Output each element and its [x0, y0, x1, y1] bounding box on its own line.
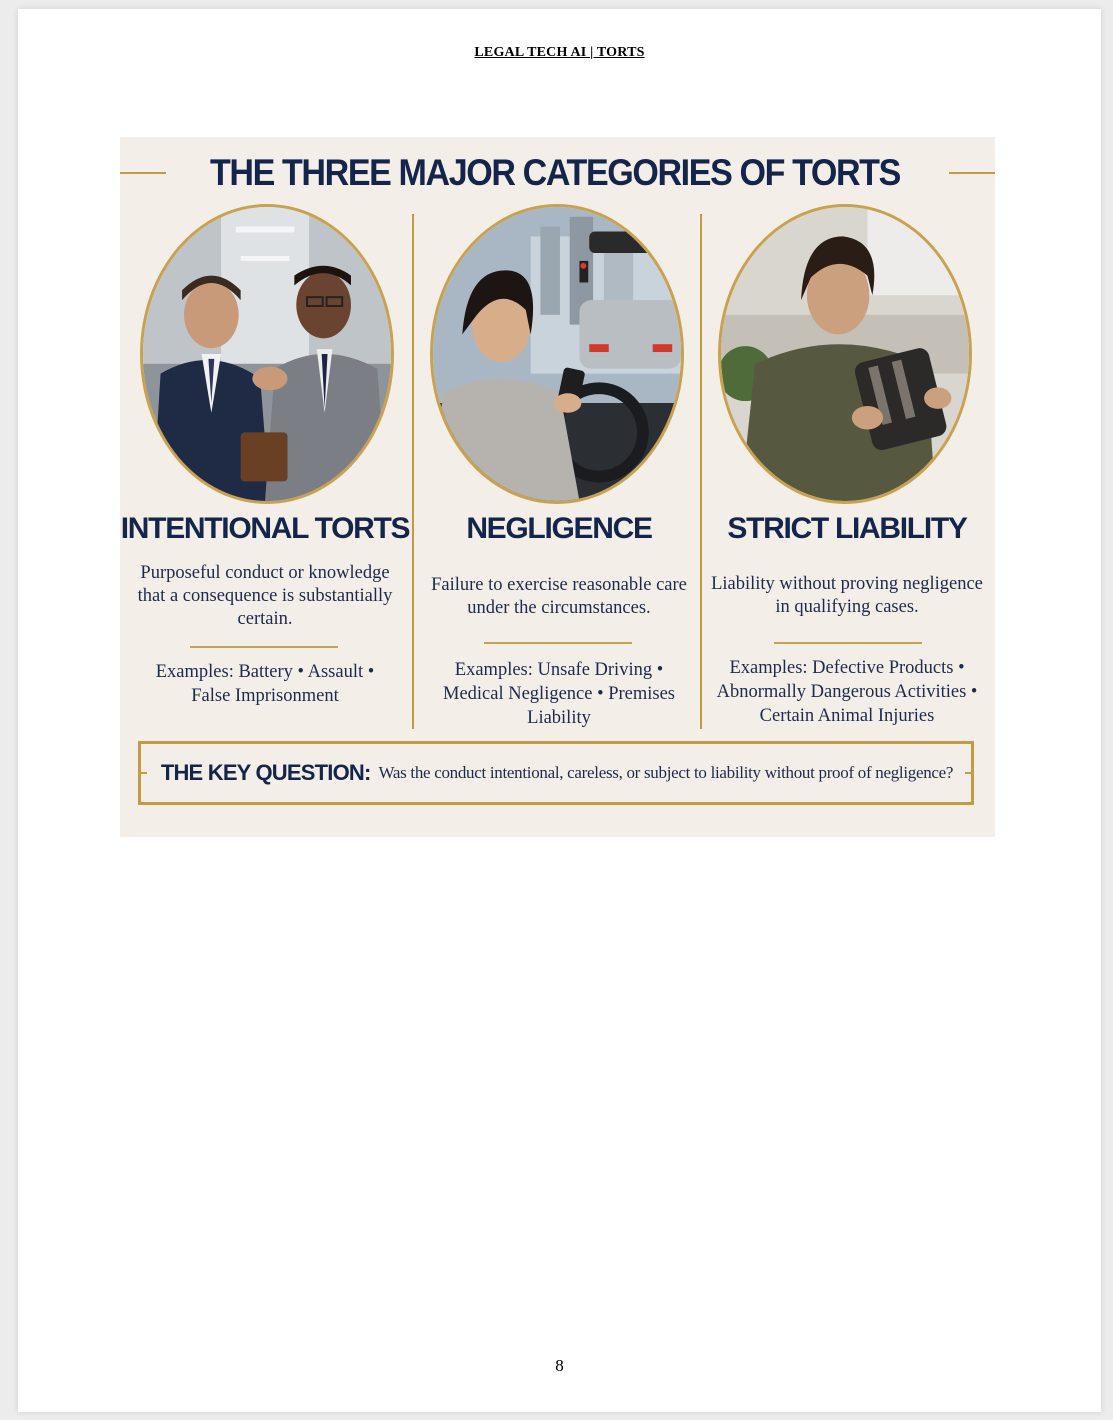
- category-examples: [414, 658, 704, 730]
- category-rule: [774, 642, 922, 644]
- category-intentional-torts: [120, 137, 410, 737]
- key-question-box: [138, 741, 974, 805]
- page-header: LEGAL TECH AI | TORTS: [474, 45, 645, 60]
- examples-line: Certain Animal Injuries: [759, 706, 935, 726]
- key-rule-right: [965, 772, 971, 774]
- category-examples: [120, 660, 410, 708]
- examples-line: Medical Negligence • Premises Liability: [443, 684, 675, 728]
- category-description: Purposeful conduct or knowledge that a consequence is substantially certain.: [137, 563, 393, 629]
- category-description: Liability without proving negligence in qualifying cases.: [711, 574, 983, 617]
- intentional-torts-illustration: [140, 204, 394, 504]
- category-title: INTENTIONAL TORTS: [120, 512, 410, 545]
- category-title: NEGLIGENCE: [466, 512, 652, 545]
- category-rule: [190, 646, 338, 648]
- page-number: 8: [555, 1356, 564, 1375]
- key-question-text: Was the conduct intentional, careless, or subject to liability without proof of negligence?: [378, 763, 954, 782]
- strict-liability-illustration: [718, 204, 972, 504]
- category-negligence: [414, 137, 704, 737]
- examples-line: Abnormally Dangerous Activities •: [716, 682, 978, 702]
- examples-line: False Imprisonment: [191, 686, 339, 706]
- examples-line: Examples: Battery • Assault •: [155, 662, 375, 682]
- category-rule: [484, 642, 632, 644]
- examples-line: Examples: Unsafe Driving •: [454, 660, 664, 680]
- category-examples: [702, 656, 992, 728]
- key-rule-left: [141, 772, 147, 774]
- examples-line: Examples: Defective Products •: [729, 658, 965, 678]
- key-question-label: THE KEY QUESTION:: [160, 760, 371, 785]
- category-strict-liability: [702, 137, 992, 737]
- category-title: STRICT LIABILITY: [727, 512, 967, 545]
- category-description: Failure to exercise reasonable care under the circumstances.: [431, 575, 687, 618]
- infographic-title: THE THREE MAJOR CATEGORIES OF TORTS: [209, 152, 900, 193]
- negligence-illustration: [430, 204, 684, 504]
- torts-infographic: [120, 137, 995, 837]
- document-page: [18, 9, 1101, 1412]
